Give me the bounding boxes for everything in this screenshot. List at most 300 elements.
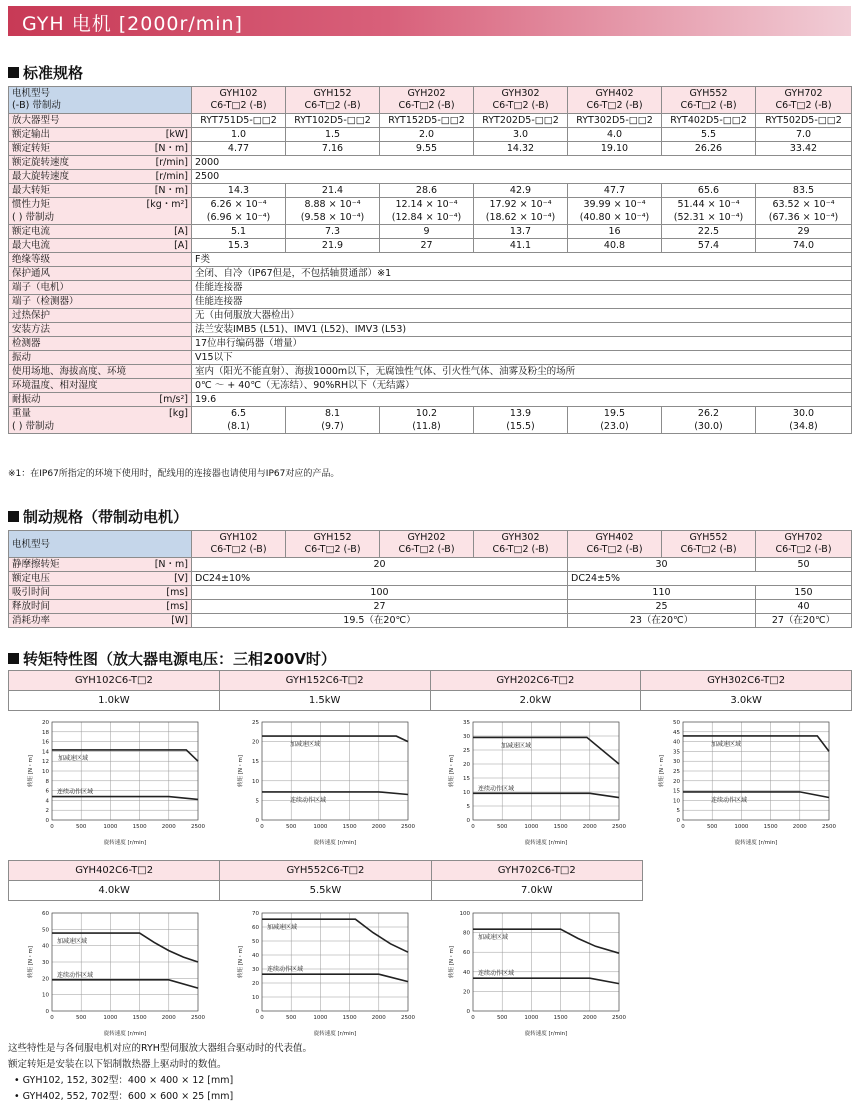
y-tick-label: 16 — [42, 739, 49, 746]
spec-label: 惯性力矩 — [12, 199, 51, 210]
spec-value-cell: RYT202D5-□□2 — [474, 114, 568, 128]
accel-region-line — [473, 737, 619, 764]
y-tick-label: 25 — [673, 769, 680, 775]
spec-unit: [N・m] — [154, 185, 188, 196]
chart-power-cell: 2.0kW — [430, 691, 641, 711]
y-tick-label: 40 — [463, 969, 470, 976]
brake-row — [9, 586, 852, 600]
model-name: GYH702 — [784, 532, 823, 543]
x-tick-label: 0 — [260, 1015, 264, 1021]
x-tick-label: 0 — [50, 824, 54, 830]
model-name: GYH402 — [595, 88, 634, 99]
model-header-cell — [192, 531, 286, 558]
chart-power-cell: 1.5kW — [219, 691, 430, 711]
y-tick-label: 25 — [252, 720, 259, 726]
x-tick-label: 500 — [285, 824, 297, 830]
accel-region-label: 加减速区域 — [478, 934, 509, 942]
model-name: GYH402 — [595, 532, 634, 543]
spec-value: 26.2 — [697, 408, 720, 419]
spec-value-cell — [286, 198, 380, 225]
y-tick-label: 50 — [673, 720, 680, 726]
brake-value-cell: 50 — [756, 558, 852, 572]
continuous-region-label: 连续动作区域 — [478, 970, 515, 978]
chart-model-row — [9, 861, 643, 881]
chart-model-cell: GYH152C6-T□2 — [219, 671, 430, 691]
x-axis-label: 旋转速度 [r/min] — [524, 840, 568, 846]
spec-value-cell: 57.4 — [662, 239, 756, 253]
std-footnote: ※1：在IP67所指定的环境下使用时，配线用的连接器也请使用与IP67对应的产品。 — [8, 469, 340, 479]
chart-power-row — [9, 691, 852, 711]
brake-unit: [ms] — [166, 601, 188, 612]
spec-value: 19.5 — [603, 408, 626, 419]
spec-row — [9, 407, 852, 434]
spec-value-cell: 15.3 — [192, 239, 286, 253]
spec-value-cell: 47.7 — [568, 184, 662, 198]
y-tick-label: 40 — [673, 739, 680, 746]
model-header-cell — [756, 531, 852, 558]
y-axis-label: 转矩 [N・m] — [659, 754, 665, 788]
spec-value-cell: 21.9 — [286, 239, 380, 253]
spec-span-cell: 0℃ ～ + 40℃（无冻结）、90%RH以下（无结露） — [192, 379, 852, 393]
y-tick-label: 20 — [252, 739, 259, 746]
model-suffix: C6-T□2 (-B) — [775, 100, 832, 111]
brake-value-cell: 27（在20℃） — [756, 614, 852, 628]
spec-label-bottom — [12, 420, 188, 433]
spec-value-cell — [380, 407, 474, 434]
brake-unit: [ms] — [166, 587, 188, 598]
spec-value-cell — [756, 198, 852, 225]
spec-value-cell: 5.5 — [662, 128, 756, 142]
brake-value-cell: 150 — [756, 586, 852, 600]
x-tick-label: 1000 — [524, 824, 539, 830]
spec-value-cell: RYT302D5-□□2 — [568, 114, 662, 128]
spec-label-top — [12, 198, 188, 211]
spec-value-cell: 33.42 — [756, 142, 852, 156]
brake-label: 静摩擦转矩 — [12, 559, 60, 570]
accel-region-label: 加减速区域 — [501, 742, 532, 750]
spec-value-cell: 41.1 — [474, 239, 568, 253]
brake-spec-heading: 制动规格（带制动电机） — [8, 506, 188, 527]
chart-model-row — [9, 671, 852, 691]
y-tick-label: 0 — [466, 1009, 470, 1015]
spec-value-brake: (11.8) — [412, 421, 441, 432]
spec-span-cell: 2500 — [192, 170, 852, 184]
brake-label-cell — [9, 600, 192, 614]
brake-label: 消耗功率 — [12, 615, 51, 626]
spec-value-cell: 65.6 — [662, 184, 756, 198]
spec-value-brake: (52.31 × 10⁻⁴) — [673, 212, 744, 223]
std-header-row — [9, 87, 852, 114]
brake-row — [9, 558, 852, 572]
model-name: GYH202 — [407, 88, 446, 99]
model-name: GYH552 — [689, 88, 728, 99]
spec-label: 额定电流 — [12, 226, 51, 237]
chart-power-cell: 7.0kW — [431, 881, 642, 901]
spec-row — [9, 281, 852, 295]
x-tick-label: 1500 — [553, 1015, 568, 1021]
spec-unit: [r/min] — [155, 171, 188, 182]
x-tick-label: 2000 — [582, 1015, 597, 1021]
continuous-region-label: 连续动作区域 — [478, 785, 515, 793]
model-suffix: C6-T□2 (-B) — [304, 100, 361, 111]
spec-label: 保护通风 — [12, 268, 51, 279]
x-tick-label: 0 — [260, 824, 264, 830]
x-axis-label: 旋转速度 [r/min] — [524, 1031, 568, 1037]
header-label-cell: 电机型号 — [9, 531, 192, 558]
square-bullet-icon — [8, 511, 19, 522]
brake-label-cell — [9, 572, 192, 586]
spec-value-cell: 4.0 — [568, 128, 662, 142]
spec-label: 使用场地、海拔高度、环境 — [12, 366, 127, 377]
plot-area — [252, 911, 415, 1021]
model-suffix: C6-T□2 (-B) — [586, 100, 643, 111]
spec-value: 17.92 × 10⁻⁴ — [489, 199, 552, 210]
page-title: GYH 电机 [2000r/min] — [22, 13, 243, 35]
y-tick-label: 20 — [463, 762, 470, 768]
spec-row — [9, 309, 852, 323]
x-tick-label: 2500 — [191, 824, 205, 830]
spec-row — [9, 253, 852, 267]
y-axis-label: 转矩 [N・m] — [238, 945, 244, 979]
y-tick-label: 35 — [463, 720, 470, 726]
spec-label-cell — [9, 225, 192, 239]
spec-row — [9, 225, 852, 239]
spec-value-cell: RYT502D5-□□2 — [756, 114, 852, 128]
y-tick-label: 40 — [42, 943, 49, 950]
continuous-region-label: 连续动作区域 — [57, 788, 94, 796]
spec-label-cell — [9, 184, 192, 198]
spec-value: 63.52 × 10⁻⁴ — [772, 199, 835, 210]
continuous-region-line — [52, 797, 198, 800]
spec-label-sub: ( ) 带制动 — [12, 212, 54, 223]
x-tick-label: 2000 — [161, 824, 176, 830]
x-tick-label: 2000 — [371, 824, 386, 830]
spec-value-cell — [756, 407, 852, 434]
y-tick-label: 60 — [252, 925, 259, 931]
y-axis-label: 转矩 [N・m] — [28, 945, 34, 979]
spec-value-cell: 14.32 — [474, 142, 568, 156]
chart-power-cell: 4.0kW — [9, 881, 220, 901]
spec-span-cell: 全闭、自冷（IP67但是，不包括轴贯通部）※1 — [192, 267, 852, 281]
spec-value-cell: 7.0 — [756, 128, 852, 142]
y-axis-label: 转矩 [N・m] — [449, 754, 455, 788]
brake-label: 额定电压 — [12, 573, 51, 584]
brake-value-cell: 27 — [192, 600, 568, 614]
spec-value-brake: (34.8) — [789, 421, 818, 432]
continuous-region-label: 连续动作区域 — [57, 971, 94, 979]
y-tick-label: 100 — [459, 911, 470, 917]
spec-value: 12.14 × 10⁻⁴ — [395, 199, 458, 210]
x-tick-label: 1500 — [132, 1015, 147, 1021]
spec-value: 39.99 × 10⁻⁴ — [583, 199, 646, 210]
spec-value: 8.88 × 10⁻⁴ — [304, 199, 361, 210]
x-tick-label: 0 — [681, 824, 685, 830]
y-tick-label: 45 — [673, 729, 680, 736]
plot-frame — [473, 913, 619, 1011]
spec-label-cell — [9, 267, 192, 281]
brake-row — [9, 572, 852, 586]
y-tick-label: 30 — [463, 734, 470, 740]
y-tick-label: 30 — [252, 967, 259, 973]
torque-chart — [226, 714, 422, 850]
brake-value-cell: DC24±10% — [192, 572, 568, 586]
y-tick-label: 35 — [673, 749, 680, 756]
spec-row — [9, 365, 852, 379]
spec-span-cell: 17位串行编码器（增量） — [192, 337, 852, 351]
note-bullet-2: • GYH402, 552, 702型：600 × 600 × 25 [mm] — [14, 1091, 234, 1102]
spec-value-cell: 5.1 — [192, 225, 286, 239]
brake-spec-table — [8, 530, 852, 628]
spec-value-cell: 13.7 — [474, 225, 568, 239]
spec-value: 8.1 — [324, 408, 341, 419]
plot-area — [673, 720, 836, 830]
model-header-cell — [662, 87, 756, 114]
spec-value-cell: 19.10 — [568, 142, 662, 156]
spec-value-cell — [192, 198, 286, 225]
y-tick-label: 0 — [45, 818, 49, 824]
spec-value-brake: (18.62 × 10⁻⁴) — [485, 212, 556, 223]
model-header-cell — [380, 531, 474, 558]
spec-label: 额定旋转速度 — [12, 157, 70, 168]
y-tick-label: 8 — [45, 778, 49, 785]
spec-span-cell: F类 — [192, 253, 852, 267]
spec-value-cell: 21.4 — [286, 184, 380, 198]
x-tick-label: 2000 — [371, 1015, 386, 1021]
spec-value-cell — [568, 407, 662, 434]
chart-power-cell: 5.5kW — [220, 881, 431, 901]
spec-value-cell: 9.55 — [380, 142, 474, 156]
spec-value-brake: (67.36 × 10⁻⁴) — [768, 212, 839, 223]
y-tick-label: 30 — [673, 759, 680, 766]
model-name: GYH552 — [689, 532, 728, 543]
y-tick-label: 0 — [466, 818, 470, 824]
spec-value-cell — [568, 198, 662, 225]
spec-unit: [r/min] — [155, 157, 188, 168]
x-tick-label: 1500 — [553, 824, 568, 830]
x-tick-label: 2000 — [161, 1015, 176, 1021]
spec-row — [9, 128, 852, 142]
y-tick-label: 80 — [463, 930, 470, 937]
torque-chart — [647, 714, 843, 850]
spec-row — [9, 323, 852, 337]
torque-chart — [16, 714, 212, 850]
spec-label: 重量 — [12, 408, 32, 419]
model-header-cell — [474, 87, 568, 114]
spec-label: 过热保护 — [12, 310, 51, 321]
y-tick-label: 20 — [463, 989, 470, 996]
x-tick-label: 0 — [471, 1015, 475, 1021]
spec-row — [9, 337, 852, 351]
spec-label-cell — [9, 128, 192, 142]
spec-span-cell: V15以下 — [192, 351, 852, 365]
plot-area — [42, 720, 205, 830]
spec-value-cell — [192, 407, 286, 434]
y-tick-label: 6 — [45, 788, 49, 795]
model-suffix: C6-T□2 (-B) — [680, 544, 737, 555]
brake-unit: [V] — [174, 573, 188, 584]
spec-value-cell: 4.77 — [192, 142, 286, 156]
brake-unit: [W] — [171, 615, 188, 626]
header-label-line2: (-B) 带制动 — [12, 100, 61, 111]
torque-chart — [226, 905, 422, 1041]
x-tick-label: 2500 — [612, 824, 626, 830]
spec-value-brake: (40.80 × 10⁻⁴) — [579, 212, 650, 223]
torque-strip-row2 — [8, 860, 643, 901]
chart-model-cell: GYH102C6-T□2 — [9, 671, 220, 691]
spec-value-cell: RYT402D5-□□2 — [662, 114, 756, 128]
y-tick-label: 10 — [42, 992, 49, 999]
x-tick-label: 500 — [75, 824, 87, 830]
model-header-cell — [474, 531, 568, 558]
spec-unit: [A] — [174, 226, 188, 237]
spec-value: 6.5 — [230, 408, 247, 419]
y-tick-label: 40 — [252, 953, 259, 959]
spec-row — [9, 239, 852, 253]
model-name: GYH302 — [501, 88, 540, 99]
spec-value-cell: 9 — [380, 225, 474, 239]
page-banner — [8, 6, 851, 36]
x-tick-label: 500 — [285, 1015, 297, 1021]
model-suffix: C6-T□2 (-B) — [304, 544, 361, 555]
spec-value-cell: RYT102D5-□□2 — [286, 114, 380, 128]
spec-value: 13.9 — [509, 408, 532, 419]
y-tick-label: 18 — [42, 729, 49, 736]
spec-label-bottom — [12, 211, 188, 224]
brake-row — [9, 614, 852, 628]
spec-label-cell — [9, 170, 192, 184]
y-tick-label: 10 — [42, 769, 49, 775]
header-label-cell — [9, 87, 192, 114]
torque-heading: 转矩特性图（放大器电源电压：三相200V时） — [8, 648, 336, 669]
spec-label: 端子（检测器） — [12, 296, 79, 307]
y-tick-label: 20 — [42, 720, 49, 726]
model-name: GYH102 — [219, 88, 258, 99]
spec-span-cell: 无（由伺服放大器检出） — [192, 309, 852, 323]
chart-model-cell: GYH702C6-T□2 — [431, 861, 642, 881]
spec-label: 最大电流 — [12, 240, 51, 251]
x-tick-label: 2500 — [401, 1015, 415, 1021]
model-suffix: C6-T□2 (-B) — [775, 544, 832, 555]
spec-unit: [A] — [174, 240, 188, 251]
spec-value-cell: 83.5 — [756, 184, 852, 198]
brake-value-cell: 100 — [192, 586, 568, 600]
spec-unit: [kW] — [165, 129, 188, 140]
spec-label-cell — [9, 156, 192, 170]
spec-label-cell — [9, 142, 192, 156]
std-spec-table — [8, 86, 852, 434]
chart-model-cell: GYH402C6-T□2 — [9, 861, 220, 881]
spec-value-brake: (30.0) — [694, 421, 723, 432]
brake-value-cell: DC24±5% — [568, 572, 852, 586]
x-tick-label: 2500 — [401, 824, 415, 830]
y-axis-label: 转矩 [N・m] — [28, 754, 34, 788]
spec-label-cell — [9, 295, 192, 309]
spec-label: 绝缘等级 — [12, 254, 51, 265]
spec-value-brake: (12.84 × 10⁻⁴) — [391, 212, 462, 223]
model-header-cell — [192, 87, 286, 114]
y-tick-label: 50 — [42, 927, 49, 934]
spec-row — [9, 114, 852, 128]
y-tick-label: 5 — [466, 804, 470, 810]
header-label-line1: 电机型号 — [12, 88, 51, 99]
spec-value-cell: 22.5 — [662, 225, 756, 239]
brake-value-cell: 30 — [568, 558, 756, 572]
spec-value-cell — [380, 198, 474, 225]
spec-span-cell: 室内（阳光不能直射）、海拔1000m以下，无腐蚀性气体、引火性气体、油雾及粉尘的场所 — [192, 365, 852, 379]
spec-unit: [kg] — [169, 408, 188, 419]
spec-label: 额定输出 — [12, 129, 51, 140]
spec-label-sub: ( ) 带制动 — [12, 421, 54, 432]
spec-value-cell: 1.5 — [286, 128, 380, 142]
brake-label-cell — [9, 614, 192, 628]
spec-value-cell — [662, 407, 756, 434]
accel-region-line — [262, 736, 408, 742]
continuous-region-label: 连续动作区域 — [711, 796, 748, 804]
spec-label-cell — [9, 393, 192, 407]
spec-label-cell — [9, 239, 192, 253]
brake-value-cell: 19.5（在20℃） — [192, 614, 568, 628]
brake-value-cell: 40 — [756, 600, 852, 614]
y-tick-label: 10 — [673, 798, 680, 805]
continuous-region-label: 连续动作区域 — [267, 966, 304, 974]
spec-value-cell — [286, 407, 380, 434]
note-line-2: 额定转矩是安装在以下铝制散热器上驱动时的数值。 — [8, 1059, 227, 1070]
y-tick-label: 0 — [676, 818, 680, 824]
spec-label: 环境温度、相对湿度 — [12, 380, 98, 391]
y-tick-label: 14 — [42, 749, 49, 756]
spec-label-cell — [9, 114, 192, 128]
spec-label-cell — [9, 309, 192, 323]
chart-power-cell: 3.0kW — [641, 691, 852, 711]
spec-value: 6.26 × 10⁻⁴ — [210, 199, 267, 210]
model-header-cell — [662, 531, 756, 558]
plot-area — [252, 720, 415, 830]
y-tick-label: 0 — [255, 818, 259, 824]
x-tick-label: 1000 — [524, 1015, 539, 1021]
plot-area — [42, 911, 205, 1021]
spec-span-cell: 2000 — [192, 156, 852, 170]
spec-value-cell: 74.0 — [756, 239, 852, 253]
accel-region-label: 加减速区域 — [290, 741, 321, 749]
brake-row — [9, 600, 852, 614]
model-header-cell — [286, 87, 380, 114]
x-tick-label: 500 — [706, 824, 718, 830]
spec-span-cell: 佳能连接器 — [192, 295, 852, 309]
model-header-cell — [568, 87, 662, 114]
x-tick-label: 2000 — [792, 824, 807, 830]
y-tick-label: 30 — [42, 960, 49, 966]
y-tick-label: 5 — [255, 798, 259, 805]
model-name: GYH202 — [407, 532, 446, 543]
spec-value-cell — [474, 198, 568, 225]
model-suffix: C6-T□2 (-B) — [492, 100, 549, 111]
torque-chart — [16, 905, 212, 1041]
spec-label-cell — [9, 365, 192, 379]
y-tick-label: 0 — [45, 1009, 49, 1015]
spec-row — [9, 198, 852, 225]
model-name: GYH152 — [313, 88, 352, 99]
accel-region-label: 加减速区域 — [57, 938, 88, 946]
brake-label-cell — [9, 558, 192, 572]
model-name: GYH702 — [784, 88, 823, 99]
spec-unit: [kg・m²] — [146, 199, 188, 210]
spec-label-top — [12, 407, 188, 420]
spec-row — [9, 295, 852, 309]
y-tick-label: 20 — [42, 976, 49, 983]
x-tick-label: 500 — [75, 1015, 87, 1021]
spec-value-cell: 26.26 — [662, 142, 756, 156]
x-tick-label: 2500 — [191, 1015, 205, 1021]
